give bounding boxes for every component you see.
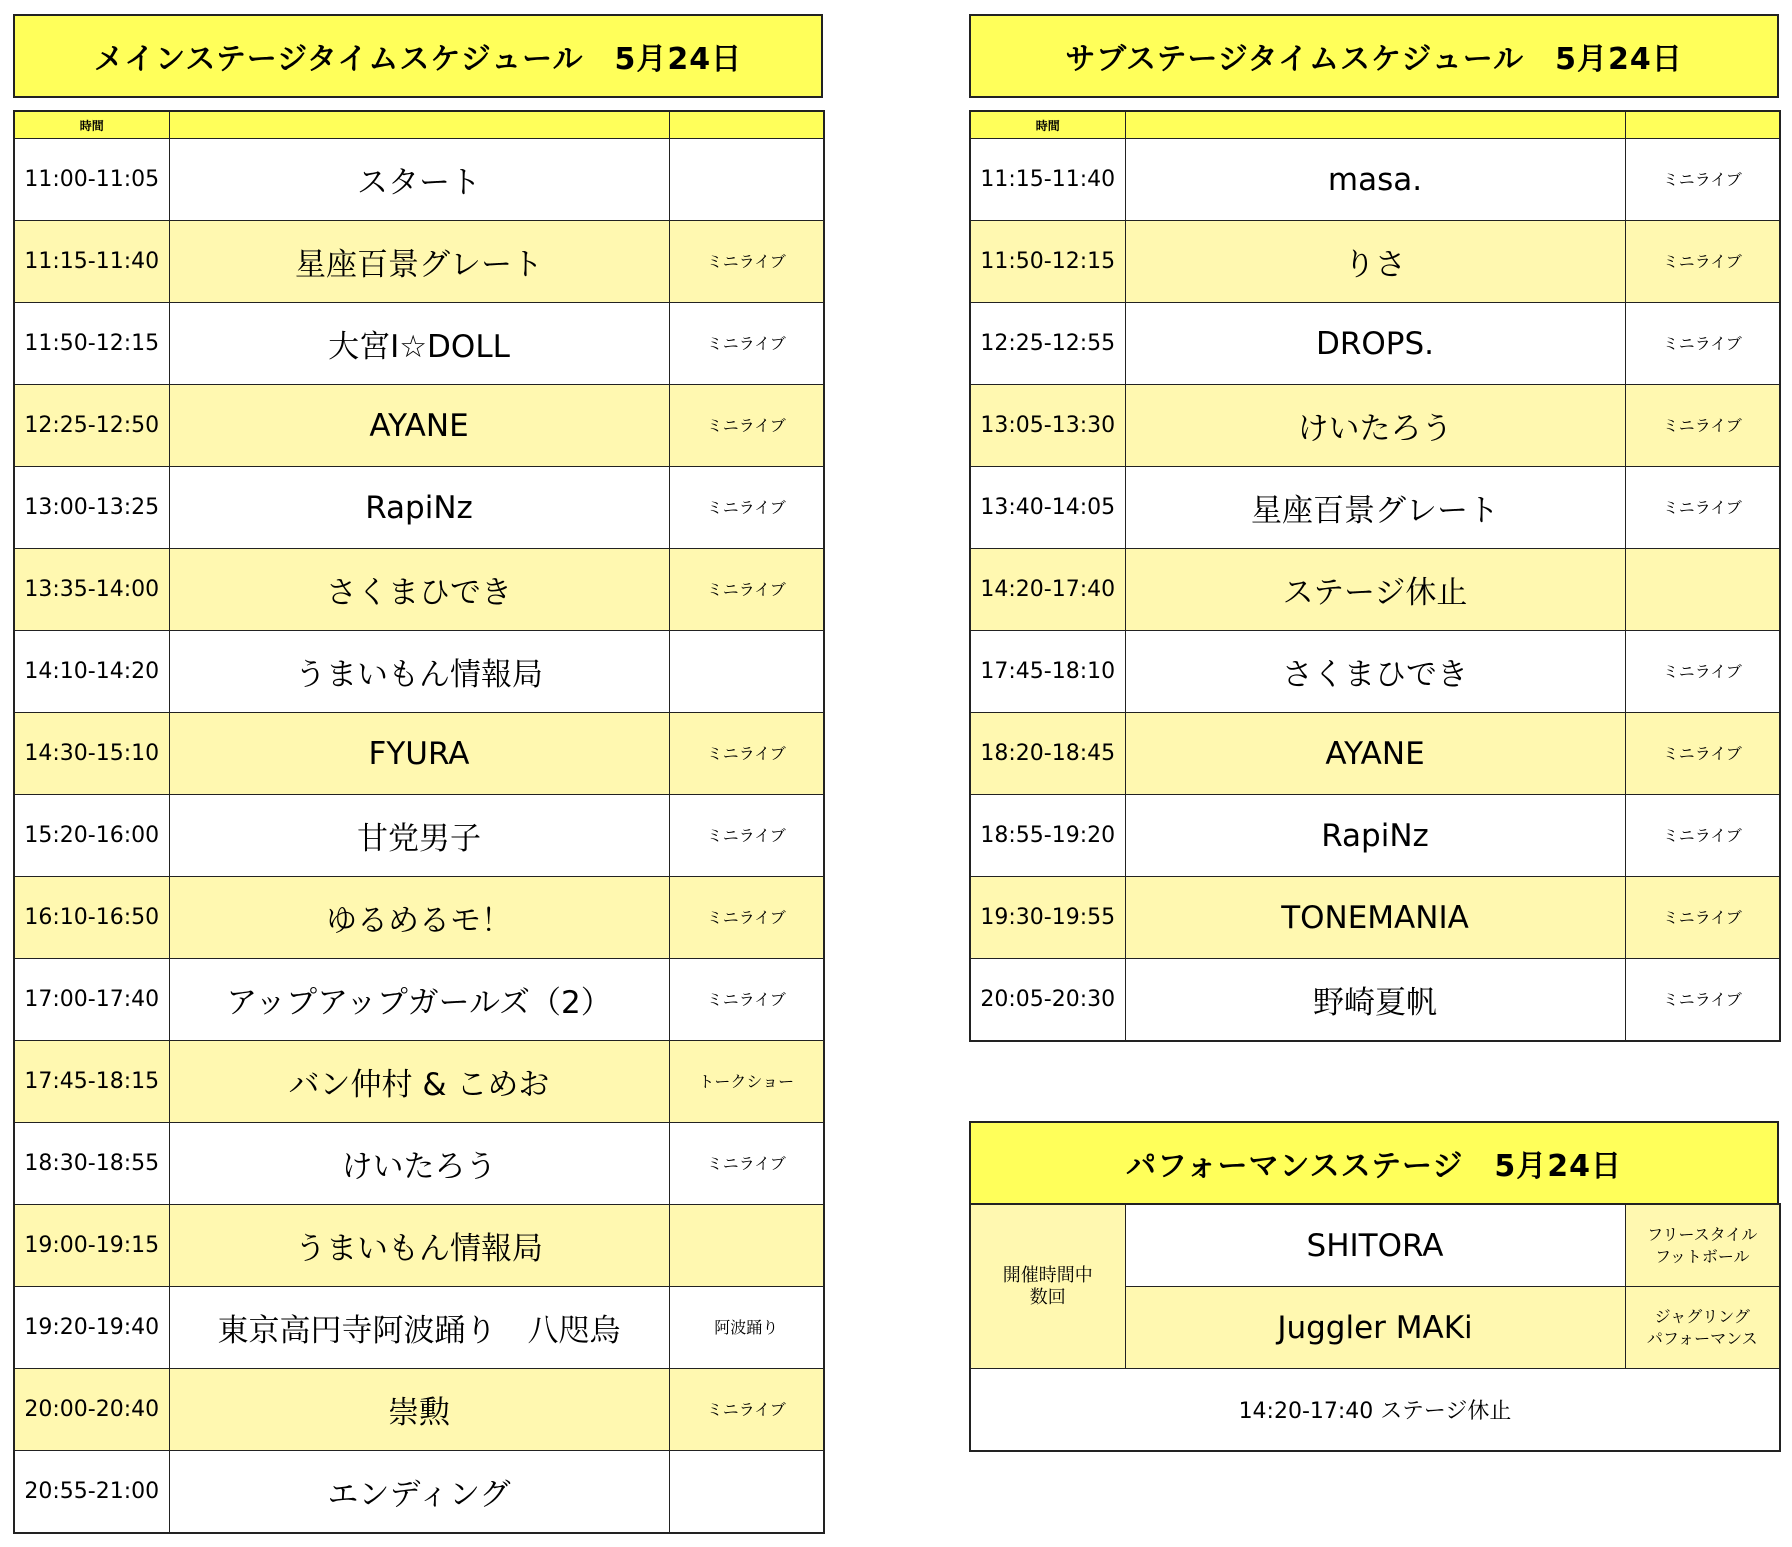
table-row [14,877,824,959]
act-name-cell: りさ [1125,221,1625,303]
time-cell: 12:25-12:55 [970,303,1125,385]
act-name-cell: けいたろう [1125,385,1625,467]
act-name-cell: 東京高円寺阿波踊り 八咫烏 [169,1287,669,1369]
header-name [1125,111,1625,139]
table-row [14,1123,824,1205]
act-name-cell: 星座百景グレート [1125,467,1625,549]
time-cell: 20:00-20:40 [14,1369,169,1451]
table-row [14,1205,824,1287]
table-row [14,385,824,467]
time-cell: 18:55-19:20 [970,795,1125,877]
note-cell: ミニライブ [669,877,824,959]
table-row [970,221,1780,303]
act-name-cell: DROPS. [1125,303,1625,385]
time-cell: 13:40-14:05 [970,467,1125,549]
act-name-cell: 野崎夏帆 [1125,959,1625,1042]
note-cell: ミニライブ [669,549,824,631]
act-name-cell: AYANE [169,385,669,467]
table-row [970,877,1780,959]
act-name-cell: エンディング [169,1451,669,1534]
act-name-cell: RapiNz [169,467,669,549]
note-cell: ミニライブ [1625,139,1780,221]
time-cell: 15:20-16:00 [14,795,169,877]
time-cell: 13:35-14:00 [14,549,169,631]
table-row [14,1287,824,1369]
table-row [14,549,824,631]
table-row [14,1369,824,1451]
act-name-cell: AYANE [1125,713,1625,795]
time-cell: 16:10-16:50 [14,877,169,959]
note-cell: ミニライブ [669,1369,824,1451]
note-cell: ミニライブ [1625,631,1780,713]
note-cell: ミニライブ [669,795,824,877]
table-row [14,1451,824,1534]
main-stage-title: メインステージタイムスケジュール 5月24日 [13,14,823,98]
note-cell: トークショー [669,1041,824,1123]
table-row [970,631,1780,713]
sub-stage-title: サブステージタイムスケジュール 5月24日 [969,14,1779,98]
time-cell: 19:30-19:55 [970,877,1125,959]
act-name-cell: 星座百景グレート [169,221,669,303]
time-cell: 20:05-20:30 [970,959,1125,1042]
act-name-cell: ステージ休止 [1125,549,1625,631]
table-row [970,385,1780,467]
note-cell: ミニライブ [669,467,824,549]
performance-footer-note: 14:20-17:40 ステージ休止 [970,1369,1780,1452]
table-row [970,303,1780,385]
act-name-cell: うまいもん情報局 [169,631,669,713]
time-cell: 19:20-19:40 [14,1287,169,1369]
performance-act-name: SHITORA [1125,1204,1625,1287]
act-name-cell: TONEMANIA [1125,877,1625,959]
time-cell: 11:50-12:15 [14,303,169,385]
note-cell [669,1451,824,1534]
note-cell: ミニライブ [669,221,824,303]
note-cell [669,139,824,221]
act-name-cell: ゆるめるモ！ [169,877,669,959]
performance-stage-title: パフォーマンスステージ 5月24日 [969,1121,1779,1205]
note-cell: ミニライブ [1625,385,1780,467]
performance-act-note: ジャグリング パフォーマンス [1625,1287,1780,1369]
table-header-row [970,111,1780,139]
act-name-cell: 大宮I☆DOLL [169,303,669,385]
act-name-cell: FYURA [169,713,669,795]
note-cell: ミニライブ [669,713,824,795]
act-name-cell: masa. [1125,139,1625,221]
table-row [970,467,1780,549]
time-cell: 17:45-18:10 [970,631,1125,713]
time-cell: 11:15-11:40 [970,139,1125,221]
table-header-row [14,111,824,139]
time-cell: 14:20-17:40 [970,549,1125,631]
note-cell [669,631,824,713]
note-cell: ミニライブ [1625,467,1780,549]
performance-act-note: フリースタイル フットボール [1625,1204,1780,1287]
act-name-cell: 崇勲 [169,1369,669,1451]
note-cell: ミニライブ [1625,713,1780,795]
time-cell: 18:20-18:45 [970,713,1125,795]
time-cell: 20:55-21:00 [14,1451,169,1534]
table-row [970,139,1780,221]
table-row [14,1041,824,1123]
note-cell: 阿波踊り [669,1287,824,1369]
note-cell: ミニライブ [1625,959,1780,1042]
time-cell: 11:00-11:05 [14,139,169,221]
act-name-cell: さくまひでき [1125,631,1625,713]
table-row [970,549,1780,631]
table-row [970,959,1780,1042]
act-name-cell: うまいもん情報局 [169,1205,669,1287]
time-cell: 17:45-18:15 [14,1041,169,1123]
note-cell: ミニライブ [669,303,824,385]
table-row [14,713,824,795]
table-row [14,631,824,713]
header-name [169,111,669,139]
performance-stage-table [969,1203,1781,1452]
time-cell: 13:05-13:30 [970,385,1125,467]
note-cell: ミニライブ [1625,303,1780,385]
main-stage-table [13,110,825,1534]
note-cell: ミニライブ [1625,221,1780,303]
table-row [14,795,824,877]
table-row [14,139,824,221]
act-name-cell: スタート [169,139,669,221]
act-name-cell: けいたろう [169,1123,669,1205]
sub-stage-table [969,110,1781,1042]
act-name-cell: さくまひでき [169,549,669,631]
note-cell: ミニライブ [669,1123,824,1205]
time-cell: 17:00-17:40 [14,959,169,1041]
table-row [14,959,824,1041]
note-cell [669,1205,824,1287]
time-cell: 12:25-12:50 [14,385,169,467]
time-cell: 18:30-18:55 [14,1123,169,1205]
time-cell: 14:30-15:10 [14,713,169,795]
performance-act-name: Juggler MAKi [1125,1287,1625,1369]
time-cell: 19:00-19:15 [14,1205,169,1287]
act-name-cell: 甘党男子 [169,795,669,877]
note-cell: ミニライブ [1625,877,1780,959]
act-name-cell: バン仲村 & こめお [169,1041,669,1123]
header-note [669,111,824,139]
table-row [970,713,1780,795]
act-name-cell: アップアップガールズ（2） [169,959,669,1041]
time-cell: 11:50-12:15 [970,221,1125,303]
header-note [1625,111,1780,139]
table-row [970,795,1780,877]
performance-time-label: 開催時間中 数回 [970,1204,1125,1369]
time-cell: 14:10-14:20 [14,631,169,713]
table-row [14,467,824,549]
note-cell [1625,549,1780,631]
header-time: 時間 [970,111,1125,139]
time-cell: 11:15-11:40 [14,221,169,303]
table-row [14,303,824,385]
table-row [14,221,824,303]
note-cell: ミニライブ [669,385,824,467]
act-name-cell: RapiNz [1125,795,1625,877]
note-cell: ミニライブ [669,959,824,1041]
time-cell: 13:00-13:25 [14,467,169,549]
note-cell: ミニライブ [1625,795,1780,877]
header-time: 時間 [14,111,169,139]
